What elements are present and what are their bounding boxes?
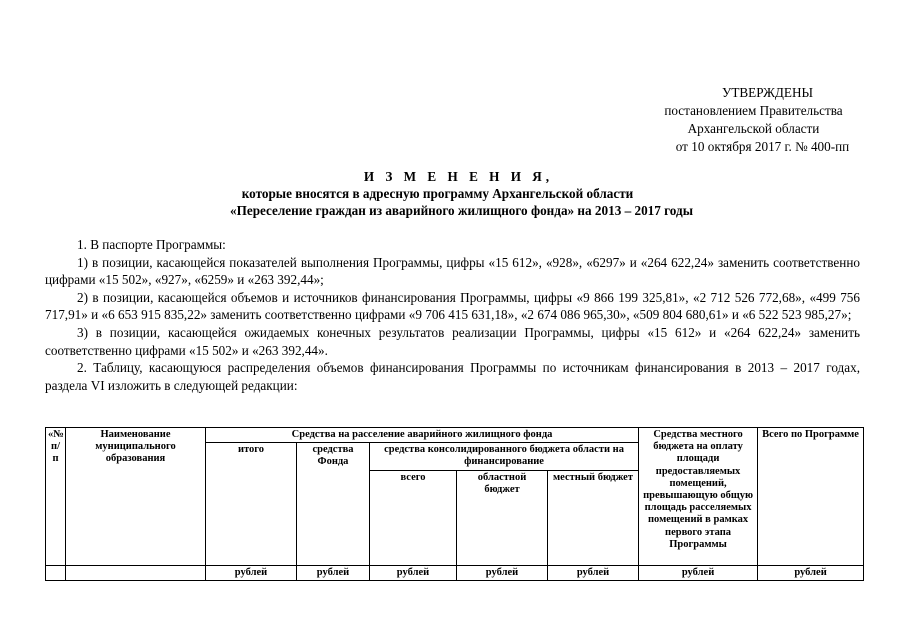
unit-cell: рублей	[297, 565, 370, 580]
table-header-row-1	[46, 428, 864, 443]
heading-subtitle: которые вносятся в адресную программу Архангельской области	[241, 186, 634, 201]
header-program-total: Всего по Программе	[758, 428, 864, 566]
heading-program-name: «Переселение граждан из аварийного жилищного фонда» на 2013 – 2017 годы	[229, 203, 693, 218]
header-local-payment: Средства местного бюджета на оплату площади предоставляемых помещений, превышающую общую площадь расселяемых помещений в рамках первого этапа Программы	[639, 428, 758, 566]
header-number: «№ п/п	[46, 428, 66, 566]
approval-line-region: Архангельской области	[687, 121, 820, 136]
document-heading	[0, 168, 905, 219]
heading-title: И З М Е Н Е Н И Я,	[363, 169, 554, 184]
approval-line-date: от 10 октября 2017 г. № 400-пп	[675, 139, 850, 154]
financing-table	[45, 427, 864, 581]
paragraph-1-2: 2) в позиции, касающейся объемов и источников финансирования Программы, цифры «9 866 199 325,81», «2 712 526 772,68», «499 756 717,91» и «6 653 915 835,22» заменить соответственно цифрами «9 706 415 631,18», «2 674 086 965,30», «509 804 680,61» и «6 522 523 985,27»;	[45, 289, 860, 323]
paragraph-1-3: 3) в позиции, касающейся ожидаемых конечных результатов реализации Программы, цифры «15 612» и «264 622,24» заменить соответственно цифрами «15 502» и «263 392,44».	[45, 324, 860, 358]
unit-cell-empty	[66, 565, 206, 580]
unit-cell-empty	[46, 565, 66, 580]
table-units-row	[46, 565, 864, 580]
header-total: итого	[206, 443, 297, 565]
unit-cell: рублей	[206, 565, 297, 580]
header-regional: областной бюджет	[457, 470, 548, 565]
approval-line-resolution: постановлением Правительства	[664, 103, 843, 118]
paragraph-2: 2. Таблицу, касающуюся распределения объемов финансирования Программы по источникам финансирования в 2013 – 2017 годах, раздела VI изложить в следующей редакции:	[45, 360, 860, 393]
document-body	[45, 236, 860, 394]
approval-stamp	[560, 84, 905, 156]
unit-cell: рублей	[457, 565, 548, 580]
header-local: местный бюджет	[548, 470, 639, 565]
header-resettlement-funds: Средства на расселение аварийного жилищного фонда	[206, 428, 639, 443]
header-all: всего	[370, 470, 457, 565]
unit-cell: рублей	[548, 565, 639, 580]
header-consolidated-budget: средства консолидированного бюджета области на финансирование	[370, 443, 639, 470]
paragraph-1: 1. В паспорте Программы:	[77, 237, 226, 252]
header-fund: средства Фонда	[297, 443, 370, 565]
unit-cell: рублей	[370, 565, 457, 580]
approval-title: УТВЕРЖДЕНЫ	[721, 85, 813, 100]
header-municipality: Наименование муниципального образования	[66, 428, 206, 566]
paragraph-1-1: 1) в позиции, касающейся показателей выполнения Программы, цифры «15 612», «928», «6297» и «264 622,24» заменить соответственно цифрами «15 502», «927», «6259» и «263 392,44»;	[45, 254, 860, 288]
unit-cell: рублей	[758, 565, 864, 580]
unit-cell: рублей	[639, 565, 758, 580]
